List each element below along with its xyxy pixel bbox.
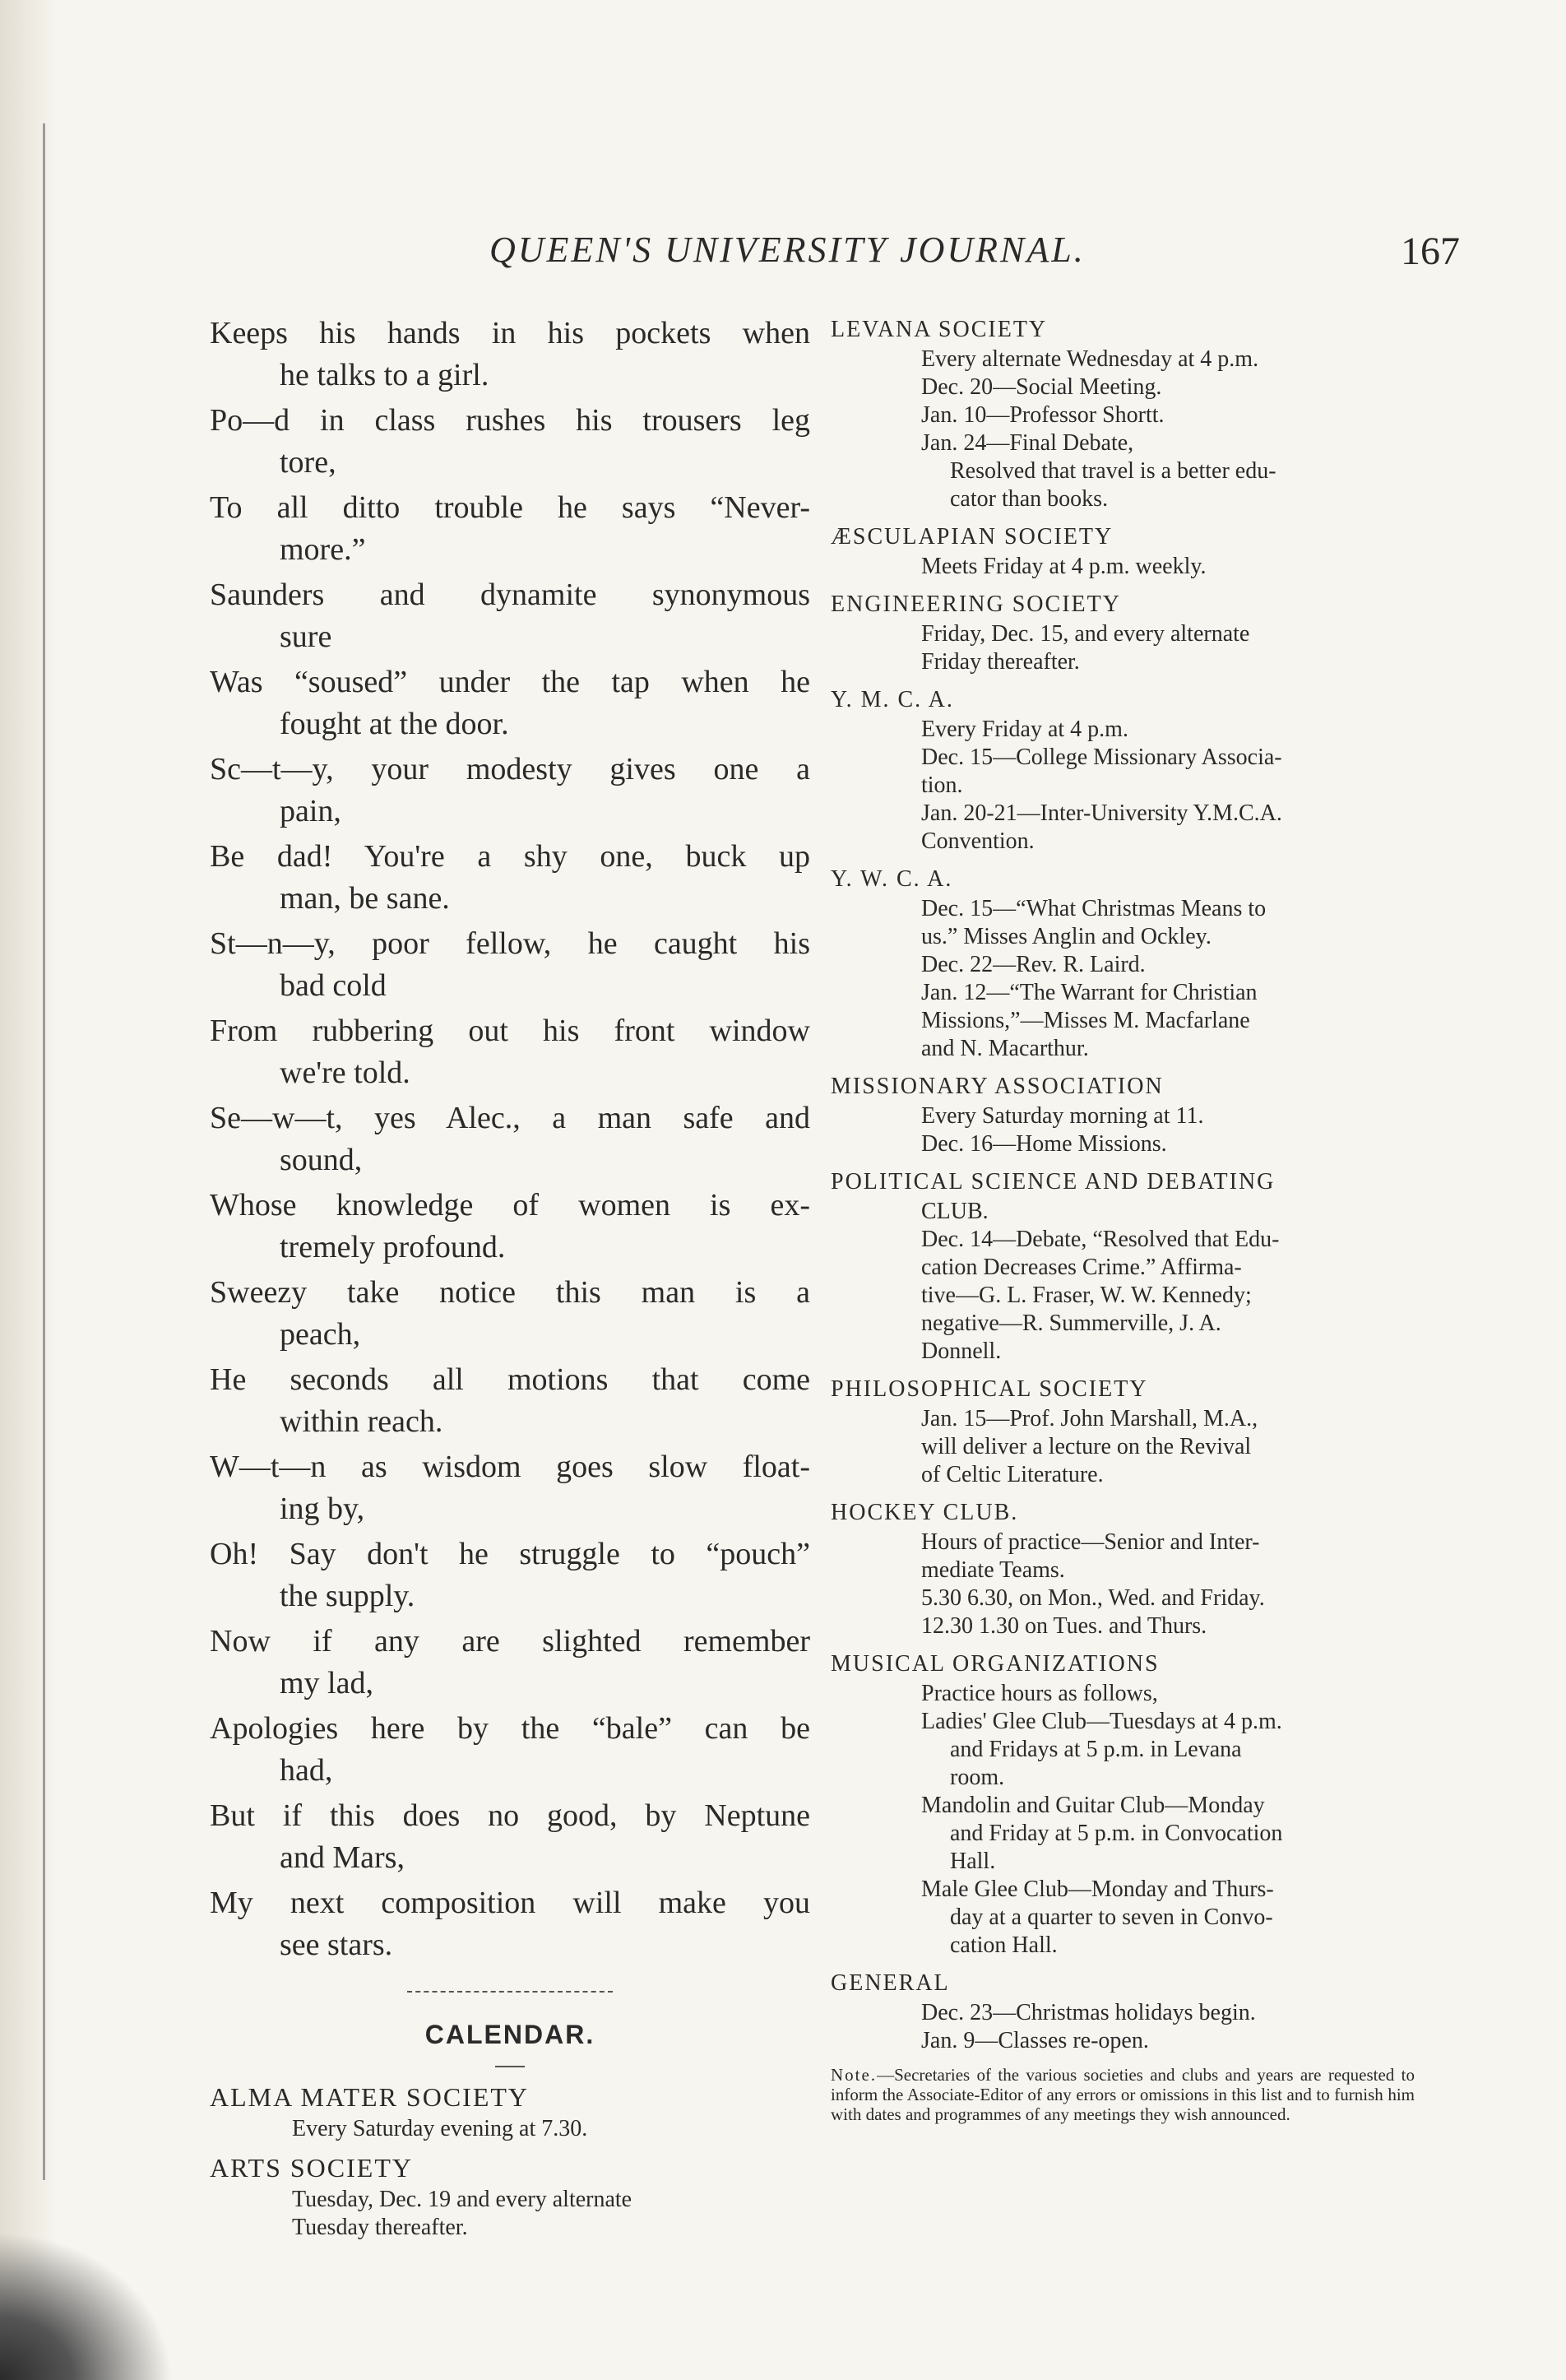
- society-name: ALMA MATER SOCIETY: [210, 2082, 530, 2112]
- poem-line-continuation: had,: [280, 1753, 333, 1788]
- society-name: PHILOSOPHICAL SOCIETY: [831, 1376, 1148, 1402]
- society-detail-line: Friday thereafter.: [921, 649, 1080, 675]
- poem-line-continuation: ing by,: [280, 1492, 365, 1526]
- poem-line-continuation: peach,: [280, 1317, 361, 1352]
- poem-line: St—n—y, poor fellow, he caught his: [210, 926, 810, 961]
- society-detail-line: Hours of practice—Senior and Inter-: [921, 1529, 1260, 1555]
- society-detail-line: and Friday at 5 p.m. in Convocation: [950, 1821, 1283, 1846]
- poem-line: Sc—t—y, your modesty gives one a: [210, 752, 810, 786]
- society-entry: [831, 314, 1456, 513]
- society-detail-line: Dec. 20—Social Meeting.: [921, 374, 1162, 400]
- poem-line-continuation: pain,: [280, 794, 341, 828]
- poem-line-continuation: we're told.: [280, 1055, 410, 1090]
- society-detail-line: Jan. 24—Final Debate,: [921, 430, 1134, 456]
- poem-line: But if this does no good, by Neptune: [210, 1798, 810, 1833]
- poem-line: My next composition will make you: [210, 1886, 810, 1920]
- society-detail-line: 12.30 1.30 on Tues. and Thurs.: [921, 1613, 1207, 1639]
- poem-line-continuation: tremely profound.: [280, 1230, 506, 1264]
- note-label: Note.: [831, 2065, 878, 2085]
- poem-line: Keeps his hands in his pockets when: [210, 316, 810, 350]
- society-detail-line: Resolved that travel is a better edu-: [950, 458, 1276, 484]
- society-detail-line: Jan. 10—Professor Shortt.: [921, 402, 1165, 428]
- poem-line-continuation: the supply.: [280, 1579, 415, 1613]
- society-detail-line: Tuesday thereafter.: [292, 2215, 468, 2240]
- society-detail-line: cation Hall.: [950, 1932, 1058, 1958]
- society-detail-line: and N. Macarthur.: [921, 1036, 1089, 1061]
- society-detail-line: Dec. 23—Christmas holidays begin.: [921, 2000, 1256, 2025]
- society-detail-line: Hall.: [950, 1849, 996, 1874]
- society-name: Y. M. C. A.: [831, 687, 954, 712]
- society-detail-line: cation Decreases Crime.” Affirma-: [921, 1255, 1242, 1280]
- society-detail-line: Ladies' Glee Club—Tuesdays at 4 p.m.: [921, 1709, 1282, 1734]
- poem-line-continuation: tore,: [280, 445, 336, 480]
- society-entry: [831, 1374, 1456, 1489]
- poem-line-continuation: sure: [280, 619, 332, 654]
- society-entry: [831, 1071, 1456, 1158]
- society-detail-line: negative—R. Summerville, J. A.: [921, 1311, 1221, 1336]
- society-detail-line: Jan. 15—Prof. John Marshall, M.A.,: [921, 1406, 1258, 1431]
- society-name: LEVANA SOCIETY: [831, 317, 1048, 342]
- society-entry: [831, 1497, 1456, 1640]
- society-entry: [831, 1649, 1456, 1960]
- right-society-list: [831, 314, 1456, 2055]
- society-detail-line: Dec. 22—Rev. R. Laird.: [921, 952, 1146, 977]
- society-detail-line: Jan. 12—“The Warrant for Christian: [921, 980, 1258, 1005]
- society-entry: [831, 1968, 1456, 2055]
- society-name: POLITICAL SCIENCE AND DEBATING: [831, 1169, 1276, 1195]
- poem-line-continuation: fought at the door.: [280, 707, 509, 741]
- society-name: MUSICAL ORGANIZATIONS: [831, 1651, 1160, 1677]
- society-detail: [292, 2115, 810, 2143]
- society-detail-line: us.” Misses Anglin and Ockley.: [921, 924, 1212, 949]
- section-divider: [407, 1991, 613, 1993]
- poem-line-continuation: man, be sane.: [280, 881, 450, 916]
- poem-line: Se—w—t, yes Alec., a man safe and: [210, 1101, 810, 1135]
- poem-line-continuation: he talks to a girl.: [280, 358, 489, 392]
- society-detail-line: of Celtic Literature.: [921, 1462, 1104, 1487]
- poem-line: W—t—n as wisdom goes slow float-: [210, 1450, 810, 1484]
- page-corner-shadow: [0, 2232, 173, 2380]
- society-name: HOCKEY CLUB.: [831, 1500, 1019, 1525]
- society-detail-line: mediate Teams.: [921, 1557, 1065, 1583]
- society-detail-line: Mandolin and Guitar Club—Monday: [921, 1793, 1265, 1818]
- left-column: [210, 313, 810, 2248]
- society-detail-line: Missions,”—Misses M. Macfarlane: [921, 1008, 1250, 1033]
- society-entry: [831, 864, 1456, 1063]
- society-detail-line: Dec. 16—Home Missions.: [921, 1131, 1167, 1157]
- society-detail-line: Meets Friday at 4 p.m. weekly.: [921, 554, 1207, 579]
- society-detail-line: Dec. 14—Debate, “Resolved that Edu-: [921, 1227, 1280, 1252]
- society-detail-line: day at a quarter to seven in Convo-: [950, 1904, 1273, 1930]
- poem-line: Sweezy take notice this man is a: [210, 1275, 810, 1310]
- society-entry: [831, 1167, 1456, 1366]
- page-binding-edge: [0, 0, 58, 2380]
- society-detail-line: Every Friday at 4 p.m.: [921, 717, 1128, 742]
- right-column: [831, 314, 1456, 2124]
- poem-line: Now if any are slighted remember: [210, 1624, 810, 1659]
- society-name: MISSIONARY ASSOCIATION: [831, 1074, 1164, 1099]
- poem-line: Saunders and dynamite synonymous: [210, 578, 810, 612]
- society-detail-line: Dec. 15—“What Christmas Means to: [921, 896, 1267, 921]
- society-detail-line: Jan. 9—Classes re-open.: [921, 2028, 1149, 2053]
- society-detail-line: Every Saturday morning at 11.: [921, 1103, 1204, 1129]
- left-society-list: [210, 2079, 810, 2242]
- society-detail-line: Friday, Dec. 15, and every alternate: [921, 621, 1250, 647]
- society-detail-line: Donnell.: [921, 1338, 1002, 1364]
- binding-shadow-line: [43, 123, 45, 2180]
- society-detail-line: tion.: [921, 772, 963, 798]
- society-detail-line: cator than books.: [950, 486, 1109, 512]
- poem-line: Apologies here by the “bale” can be: [210, 1711, 810, 1746]
- society-detail-line: Male Glee Club—Monday and Thurs-: [921, 1877, 1274, 1902]
- society-detail-line: Practice hours as follows,: [921, 1681, 1158, 1706]
- poem-line: Be dad! You're a shy one, buck up: [210, 839, 810, 874]
- society-name: GENERAL: [831, 1970, 950, 1996]
- society-name: ARTS SOCIETY: [210, 2153, 413, 2183]
- society-name: ÆSCULAPIAN SOCIETY: [831, 524, 1114, 550]
- society-detail-line: room.: [950, 1765, 1005, 1790]
- page-number: 167: [1401, 230, 1460, 273]
- society-detail-line: tive—G. L. Fraser, W. W. Kennedy;: [921, 1283, 1252, 1308]
- poem-line: Was “soused” under the tap when he: [210, 665, 810, 699]
- poem-line-continuation: see stars.: [280, 1928, 393, 1962]
- society-detail-line: 5.30 6.30, on Mon., Wed. and Friday.: [921, 1585, 1265, 1611]
- poem-line: He seconds all motions that come: [210, 1362, 810, 1397]
- page-header: [489, 229, 1460, 286]
- society-detail-line: Every Saturday evening at 7.30.: [292, 2116, 588, 2141]
- society-detail-line: Dec. 15—College Missionary Associa-: [921, 745, 1282, 770]
- society-entry: [831, 589, 1456, 676]
- title-rule: [495, 2066, 525, 2067]
- society-detail-line: Tuesday, Dec. 19 and every alternate: [292, 2187, 632, 2212]
- poem-line: From rubbering out his front window: [210, 1014, 810, 1048]
- poem-line: Oh! Say don't he struggle to “pouch”: [210, 1537, 810, 1571]
- editor-note: [831, 2065, 1456, 2124]
- poem-line: Po—d in class rushes his trousers leg: [210, 403, 810, 438]
- society-name: Y. W. C. A.: [831, 866, 953, 892]
- poem-line-continuation: bad cold: [280, 968, 387, 1003]
- society-detail-line: CLUB.: [921, 1199, 989, 1224]
- poem-line-continuation: sound,: [280, 1143, 363, 1177]
- society-name: ENGINEERING SOCIETY: [831, 592, 1121, 617]
- society-detail-line: Jan. 20-21—Inter-University Y.M.C.A.: [921, 800, 1282, 826]
- society-detail-line: Every alternate Wednesday at 4 p.m.: [921, 346, 1259, 372]
- society-detail-line: and Fridays at 5 p.m. in Levana: [950, 1737, 1242, 1762]
- society-detail: [292, 2186, 810, 2242]
- poem: [210, 313, 810, 1966]
- society-detail-line: Convention.: [921, 828, 1035, 854]
- note-text: —Secretaries of the various societies and clubs and years are requested to inform the Associate-Editor of any errors or omissions in this list and to furnish him with dates and programmes of any meetings they wish announced.: [831, 2065, 1415, 2124]
- society-entry: [831, 522, 1456, 581]
- poem-line-continuation: within reach.: [280, 1404, 443, 1439]
- society-detail-line: will deliver a lecture on the Revival: [921, 1434, 1252, 1459]
- journal-title: QUEEN'S UNIVERSITY JOURNAL.: [489, 230, 1086, 270]
- poem-line-continuation: my lad,: [280, 1666, 373, 1700]
- poem-line: Whose knowledge of women is ex-: [210, 1188, 810, 1222]
- poem-line-continuation: more.”: [280, 532, 366, 567]
- poem-line: To all ditto trouble he says “Never-: [210, 490, 810, 525]
- poem-line-continuation: and Mars,: [280, 1840, 405, 1875]
- calendar-title: CALENDAR.: [424, 2020, 595, 2049]
- society-entry: [831, 684, 1456, 856]
